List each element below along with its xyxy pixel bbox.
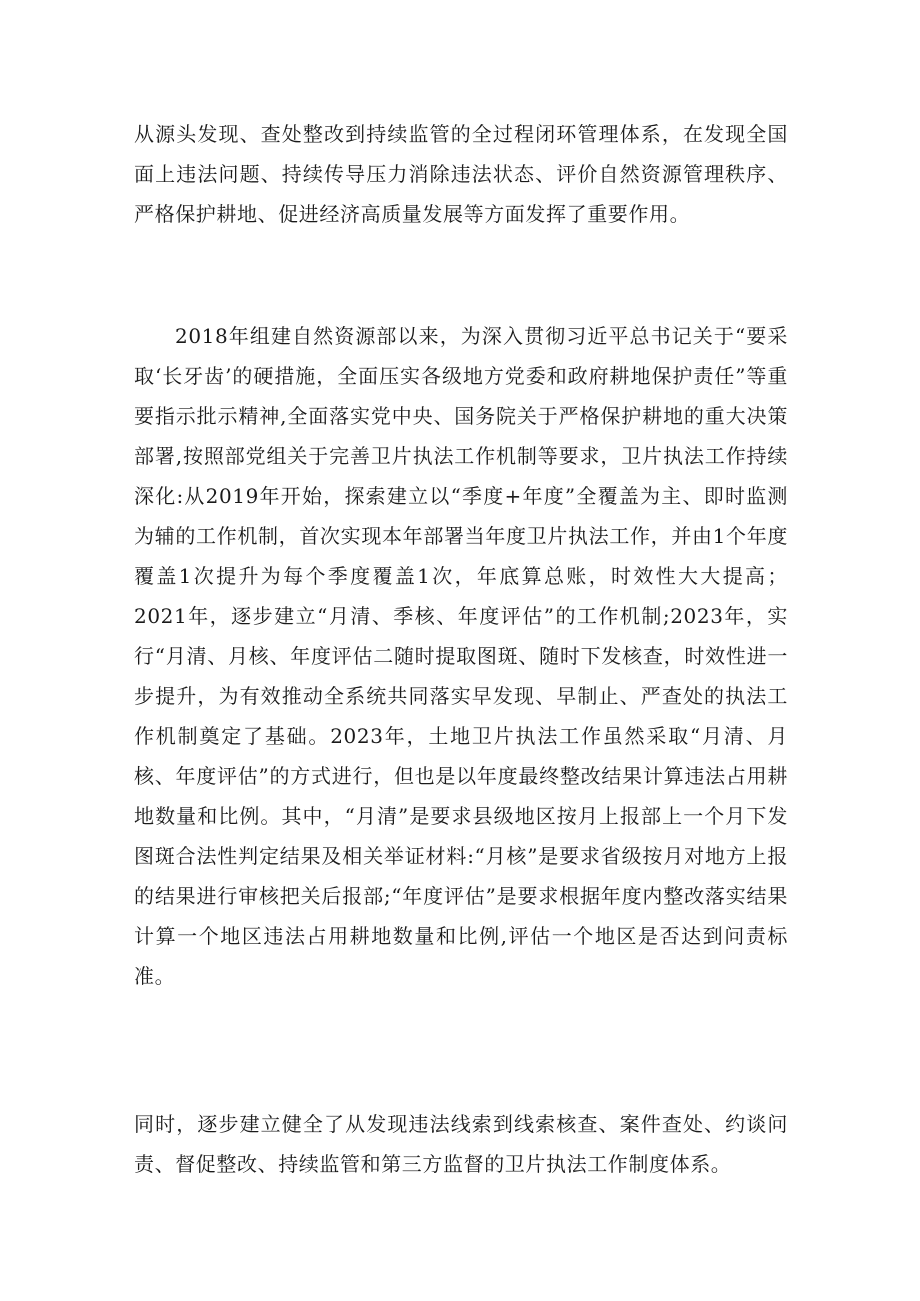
paragraph-institutional-system: 同时，逐步建立健全了从发现违法线索到线索核查、案件查处、约谈问责、督促整改、持续监管和第三方监督的卫片执法工作制度体系。: [134, 1112, 788, 1176]
paragraph-enforcement-history: 2018年组建自然资源部以来，为深入贯彻习近平总书记关于“要采取‘长牙齿’的硬措施，全面压实各级地方党委和政府耕地保护责任”等重要指示批示精神,全面落实党中央、国务院关于严格保护耕地的重大决策部署,按照部党组关于完善卫片执法工作机制等要求，卫片执法工作持续深化:从2019年开始，探索建立以“季度+年度”全覆盖为主、即时监测为辅的工作机制，首次实现本年部署当年度卫片执法工作，并由1个年度覆盖1次提升为每个季度覆盖1次，年底算总账，时效性大大提高；2021年，逐步建立“月清、季核、年度评估”的工作机制;2023年，实行“月清、月核、年度评估二随时提取图斑、随时下发核查，时效性进一步提升，为有效推动全系统共同落实早发现、早制止、严查处的执法工作机制奠定了基础。2023年，土地卫片执法工作虽然采取“月清、月核、年度评估”的方式进行，但也是以年度最终整改结果计算违法占用耕地数量和比例。其中，“月清”是要求县级地区按月上报部上一个月下发图斑合法性判定结果及相关举证材料:“月核”是要求省级按月对地方上报的结果进行审核把关后报部;“年度评估”是要求根据年度内整改落实结果计算一个地区违法占用耕地数量和比例,评估一个地区是否达到问责标准。: [134, 324, 788, 988]
paragraph-closed-loop-system: 从源头发现、查处整改到持续监管的全过程闭环管理体系，在发现全国面上违法问题、持续传导压力消除违法状态、评价自然资源管理秩序、严格保护耕地、促进经济高质量发展等方面发挥了重要作用。: [134, 122, 788, 226]
